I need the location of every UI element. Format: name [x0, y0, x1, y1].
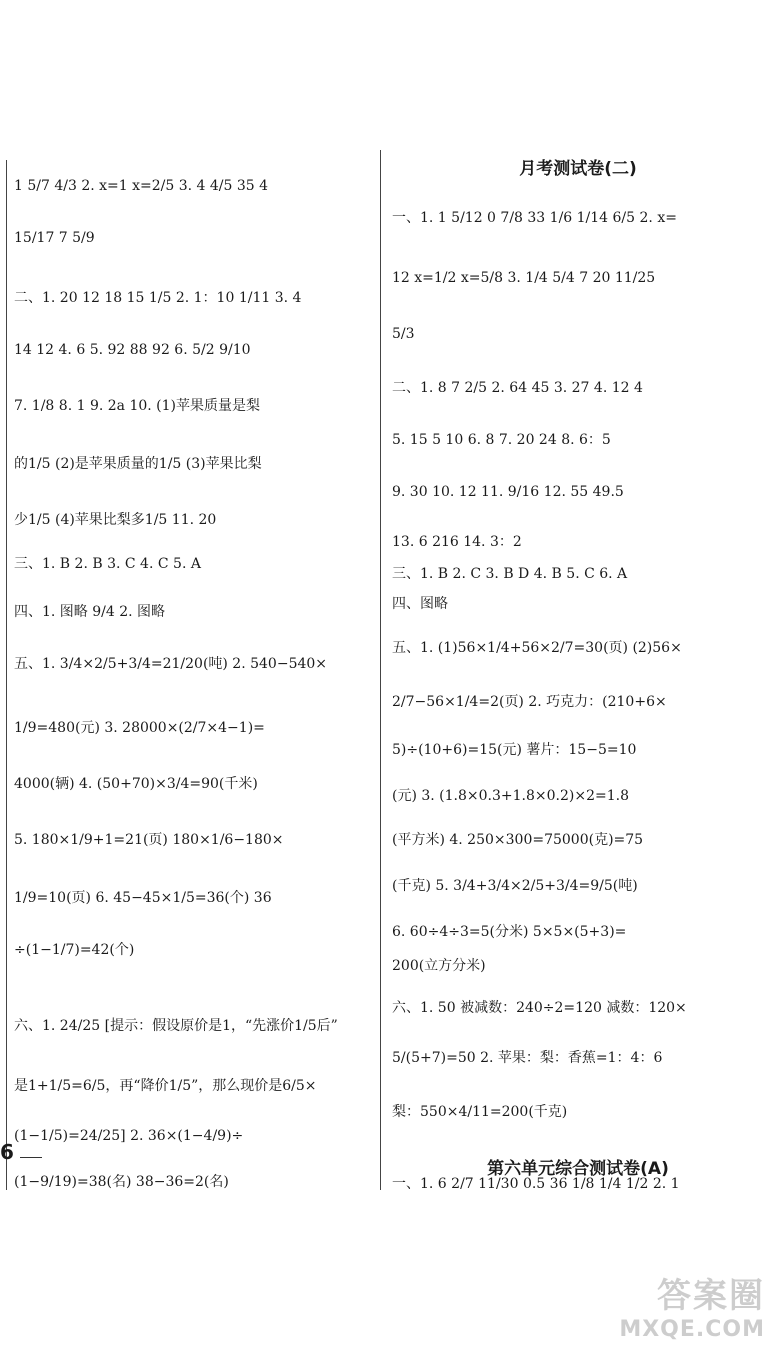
answer-line: 1/9=480(元) 3. 28000×(2/7×4−1)=	[14, 720, 265, 736]
section-title-unit6-test-a: 第六单元综合测试卷(A)	[487, 1159, 669, 1179]
section-title-monthly-test-2: 月考测试卷(二)	[519, 159, 637, 179]
answer-line: 是1+1/5=6/5，再“降价1/5”，那么现价是6/5×	[14, 1078, 317, 1094]
answer-line: 三、1. B 2. C 3. B D 4. B 5. C 6. A	[392, 566, 628, 582]
answer-line: 四、图略	[392, 596, 448, 612]
answer-line: 13. 6 216 14. 3：2	[392, 534, 522, 550]
answer-line: 5. 180×1/9+1=21(页) 180×1/6−180×	[14, 832, 284, 848]
answer-line: 一、1. 1 5/12 0 7/8 33 1/6 1/14 6/5 2. x=	[392, 210, 677, 226]
answer-line: 5. 15 5 10 6. 8 7. 20 24 8. 6：5	[392, 432, 611, 448]
answer-line: 9. 30 10. 12 11. 9/16 12. 55 49.5	[392, 484, 624, 500]
answer-line: 四、1. 图略 9/4 2. 图略	[14, 604, 166, 620]
answer-line: 1 5/7 4/3 2. x=1 x=2/5 3. 4 4/5 35 4	[14, 178, 269, 194]
answer-line: 12 x=1/2 x=5/8 3. 1/4 5/4 7 20 11/25	[392, 270, 656, 286]
answer-line: 2/7−56×1/4=2(页) 2. 巧克力：(210+6×	[392, 694, 667, 710]
answer-line: 4000(辆) 4. (50+70)×3/4=90(千米)	[14, 776, 258, 792]
answer-line: 6. 60÷4÷3=5(分米) 5×5×(5+3)=	[392, 924, 627, 940]
answer-line: 六、1. 50 被减数：240÷2=120 减数：120×	[392, 1000, 687, 1016]
answer-line: 五、1. 3/4×2/5+3/4=21/20(吨) 2. 540−540×	[14, 656, 328, 672]
answer-line: 二、1. 20 12 18 15 1/5 2. 1：10 1/11 3. 4	[14, 290, 302, 306]
page-number-rule	[20, 1157, 42, 1158]
answer-line: ÷(1−1/7)=42(个)	[14, 942, 135, 958]
answer-line: (平方米) 4. 250×300=75000(克)=75	[392, 832, 644, 848]
answer-line: (1−1/5)=24/25] 2. 36×(1−4/9)÷	[14, 1128, 244, 1144]
answer-line: 梨：550×4/11=200(千克)	[392, 1104, 568, 1120]
watermark-top: 答案圈	[657, 1276, 765, 1316]
watermark-logo	[619, 1268, 765, 1342]
watermark-bottom: MXQE.COM	[619, 1317, 765, 1342]
answer-line: 15/17 7 5/9	[14, 230, 95, 246]
answer-line: 五、1. (1)56×1/4+56×2/7=30(页) (2)56×	[392, 640, 682, 656]
answer-line: 三、1. B 2. B 3. C 4. C 5. A	[14, 556, 201, 572]
left-border-rule	[6, 160, 7, 1190]
page-number: 6	[0, 1140, 14, 1164]
answer-line: 200(立方分米)	[392, 958, 486, 974]
answer-line: 7. 1/8 8. 1 9. 2a 10. (1)苹果质量是梨	[14, 398, 261, 414]
answer-line: 六、1. 24/25 [提示：假设原价是1，“先涨价1/5后”	[14, 1018, 338, 1034]
answer-line: (千克) 5. 3/4+3/4×2/5+3/4=9/5(吨)	[392, 878, 638, 894]
answer-line: 二、1. 8 7 2/5 2. 64 45 3. 27 4. 12 4	[392, 380, 643, 396]
answer-line: 的1/5 (2)是苹果质量的1/5 (3)苹果比梨	[14, 456, 262, 472]
answer-line: 5/(5+7)=50 2. 苹果：梨：香蕉=1：4：6	[392, 1050, 663, 1066]
column-divider	[380, 150, 381, 1190]
answer-line: (1−9/19)=38(名) 38−36=2(名)	[14, 1174, 229, 1190]
answer-line: 1/9=10(页) 6. 45−45×1/5=36(个) 36	[14, 890, 272, 906]
answer-line: 一、1. 6 2/7 11/30 0.5 36 1/8 1/4 1/2 2. 1	[392, 1176, 680, 1192]
answer-line: 5)÷(10+6)=15(元) 薯片：15−5=10	[392, 742, 637, 758]
answer-line: (元) 3. (1.8×0.3+1.8×0.2)×2=1.8	[392, 788, 629, 804]
answer-line: 5/3	[392, 326, 415, 342]
answer-line: 少1/5 (4)苹果比梨多1/5 11. 20	[14, 512, 217, 528]
answer-line: 14 12 4. 6 5. 92 88 92 6. 5/2 9/10	[14, 342, 251, 358]
